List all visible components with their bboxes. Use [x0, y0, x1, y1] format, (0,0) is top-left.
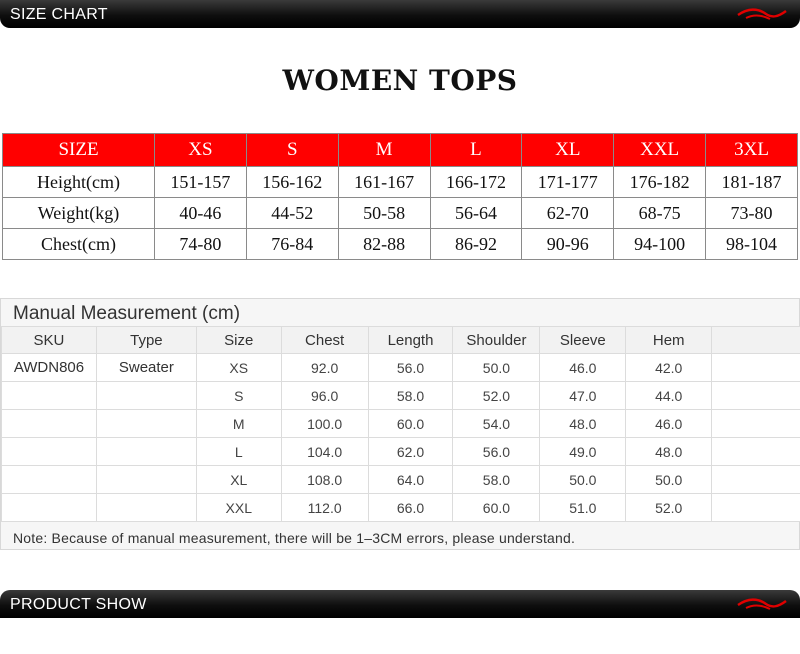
- size-chart-column-header: S: [246, 134, 338, 167]
- manual-measurement-cell: 50.0: [540, 466, 626, 494]
- size-chart-cell: 151-157: [155, 167, 247, 198]
- manual-measurement-cell: 54.0: [453, 410, 540, 438]
- manual-measurement-cell: [96, 438, 196, 466]
- manual-measurement-cell: 60.0: [453, 494, 540, 522]
- size-chart-cell: 166-172: [430, 167, 522, 198]
- manual-measurement-cell: [712, 438, 800, 466]
- manual-measurement-column-header: [712, 327, 800, 354]
- manual-measurement-row: [2, 354, 800, 382]
- size-chart-row-label: Height(cm): [3, 167, 155, 198]
- size-chart-cell: 56-64: [430, 198, 522, 229]
- manual-measurement-column-header: Sleeve: [540, 327, 626, 354]
- manual-measurement-column-header: Shoulder: [453, 327, 540, 354]
- size-chart-cell: 94-100: [614, 229, 706, 260]
- size-chart-header-row: [3, 134, 798, 167]
- size-chart-row: [3, 229, 798, 260]
- size-chart-row-label: Chest(cm): [3, 229, 155, 260]
- manual-measurement-cell: [96, 410, 196, 438]
- manual-measurement-cell: 50.0: [453, 354, 540, 382]
- size-chart-cell: 74-80: [155, 229, 247, 260]
- manual-measurement-cell: [96, 494, 196, 522]
- manual-measurement-panel: [0, 298, 800, 550]
- manual-measurement-column-header: Size: [196, 327, 281, 354]
- manual-measurement-cell: AWDN806: [2, 354, 97, 382]
- manual-measurement-column-header: Chest: [281, 327, 368, 354]
- manual-measurement-cell: 104.0: [281, 438, 368, 466]
- size-chart-cell: 161-167: [338, 167, 430, 198]
- size-chart-cell: 176-182: [614, 167, 706, 198]
- size-chart-cell: 40-46: [155, 198, 247, 229]
- manual-measurement-cell: 58.0: [368, 382, 453, 410]
- size-chart-cell: 68-75: [614, 198, 706, 229]
- size-chart-column-header: 3XL: [706, 134, 798, 167]
- manual-measurement-cell: M: [196, 410, 281, 438]
- manual-measurement-cell: 46.0: [626, 410, 712, 438]
- size-chart-header-title: SIZE CHART: [10, 6, 108, 23]
- manual-measurement-cell: 96.0: [281, 382, 368, 410]
- size-chart-cell: 62-70: [522, 198, 614, 229]
- manual-measurement-cell: 42.0: [626, 354, 712, 382]
- manual-measurement-cell: S: [196, 382, 281, 410]
- size-chart-cell: 76-84: [246, 229, 338, 260]
- manual-measurement-cell: 46.0: [540, 354, 626, 382]
- manual-measurement-cell: [2, 466, 97, 494]
- product-show-header-bar: [0, 590, 800, 618]
- manual-measurement-cell: XS: [196, 354, 281, 382]
- manual-measurement-cell: 51.0: [540, 494, 626, 522]
- manual-measurement-cell: [2, 382, 97, 410]
- brand-logo-icon: [736, 596, 788, 612]
- manual-measurement-table: [1, 326, 800, 522]
- manual-measurement-cell: 52.0: [453, 382, 540, 410]
- manual-measurement-cell: 52.0: [626, 494, 712, 522]
- size-chart-row: [3, 198, 798, 229]
- size-chart-cell: 156-162: [246, 167, 338, 198]
- manual-measurement-cell: 49.0: [540, 438, 626, 466]
- size-chart-cell: 181-187: [706, 167, 798, 198]
- size-chart-cell: 44-52: [246, 198, 338, 229]
- manual-measurement-cell: 62.0: [368, 438, 453, 466]
- manual-measurement-cell: [96, 382, 196, 410]
- manual-measurement-column-header: Type: [96, 327, 196, 354]
- manual-measurement-cell: XXL: [196, 494, 281, 522]
- manual-measurement-column-header: Hem: [626, 327, 712, 354]
- manual-measurement-cell: [712, 494, 800, 522]
- manual-measurement-cell: 48.0: [540, 410, 626, 438]
- product-show-title: PRODUCT SHOW: [10, 596, 147, 613]
- measurement-note: Note: Because of manual measurement, there will be 1–3CM errors, please understand.: [13, 530, 576, 546]
- size-chart-cell: 73-80: [706, 198, 798, 229]
- size-chart-header-bar: [0, 0, 800, 28]
- size-chart-cell: 50-58: [338, 198, 430, 229]
- manual-measurement-cell: L: [196, 438, 281, 466]
- manual-measurement-cell: Sweater: [96, 354, 196, 382]
- size-chart-cell: 86-92: [430, 229, 522, 260]
- brand-logo-icon: [736, 6, 788, 22]
- manual-measurement-row: [2, 466, 800, 494]
- manual-measurement-cell: 56.0: [453, 438, 540, 466]
- manual-measurement-cell: 108.0: [281, 466, 368, 494]
- manual-measurement-column-header: SKU: [2, 327, 97, 354]
- size-chart-column-header: L: [430, 134, 522, 167]
- size-chart-column-header: XXL: [614, 134, 706, 167]
- manual-measurement-column-header: Length: [368, 327, 453, 354]
- size-chart-table: [2, 133, 798, 260]
- manual-measurement-cell: 47.0: [540, 382, 626, 410]
- manual-measurement-cell: 56.0: [368, 354, 453, 382]
- manual-measurement-cell: [712, 354, 800, 382]
- size-chart-cell: 98-104: [706, 229, 798, 260]
- manual-measurement-row: [2, 438, 800, 466]
- size-chart-column-header: XS: [155, 134, 247, 167]
- size-chart-column-header: XL: [522, 134, 614, 167]
- manual-measurement-cell: 58.0: [453, 466, 540, 494]
- manual-measurement-cell: 112.0: [281, 494, 368, 522]
- manual-measurement-cell: [712, 466, 800, 494]
- size-chart-cell: 82-88: [338, 229, 430, 260]
- manual-measurement-title: Manual Measurement (cm): [13, 303, 241, 324]
- size-chart-column-header: M: [338, 134, 430, 167]
- manual-measurement-cell: 44.0: [626, 382, 712, 410]
- size-chart-cell: 90-96: [522, 229, 614, 260]
- manual-measurement-header-row: [2, 327, 800, 354]
- manual-measurement-cell: [2, 494, 97, 522]
- manual-measurement-cell: 60.0: [368, 410, 453, 438]
- manual-measurement-cell: 66.0: [368, 494, 453, 522]
- manual-measurement-cell: [2, 410, 97, 438]
- manual-measurement-cell: [712, 410, 800, 438]
- manual-measurement-row: [2, 382, 800, 410]
- manual-measurement-row: [2, 410, 800, 438]
- manual-measurement-cell: 92.0: [281, 354, 368, 382]
- manual-measurement-cell: 100.0: [281, 410, 368, 438]
- size-chart-row-label: Weight(kg): [3, 198, 155, 229]
- manual-measurement-cell: [712, 382, 800, 410]
- manual-measurement-cell: 50.0: [626, 466, 712, 494]
- manual-measurement-cell: [2, 438, 97, 466]
- manual-measurement-row: [2, 494, 800, 522]
- manual-measurement-cell: 48.0: [626, 438, 712, 466]
- manual-measurement-cell: 64.0: [368, 466, 453, 494]
- size-chart-row: [3, 167, 798, 198]
- manual-measurement-cell: XL: [196, 466, 281, 494]
- manual-measurement-cell: [96, 466, 196, 494]
- size-chart-column-header: SIZE: [3, 134, 155, 167]
- size-chart-cell: 171-177: [522, 167, 614, 198]
- page-title: WOMEN TOPS: [282, 64, 518, 97]
